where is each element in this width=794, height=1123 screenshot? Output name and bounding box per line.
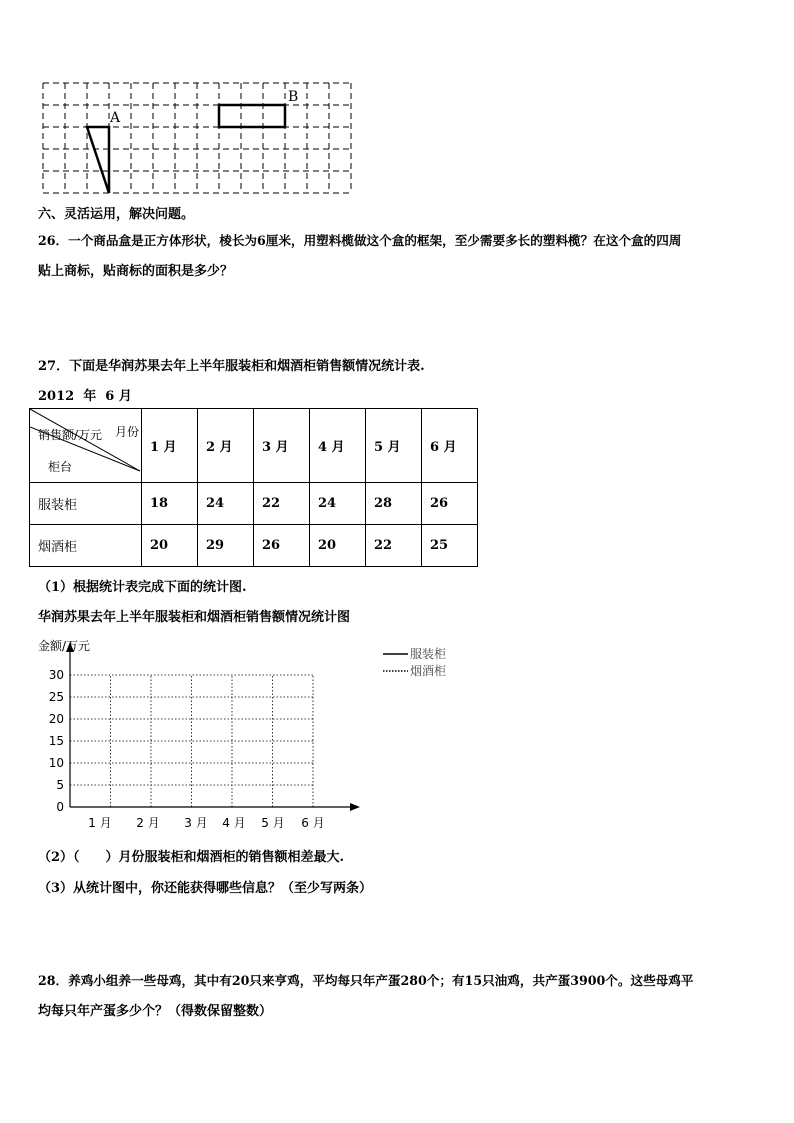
- month-header: 3 月: [254, 409, 310, 483]
- table-header-diagonal: [30, 409, 142, 483]
- month-header: 4 月: [310, 409, 366, 483]
- header-counter: 柜台: [48, 460, 73, 474]
- section-heading: 六、灵活运用，解决问题。: [38, 207, 195, 222]
- legend-label: 烟酒柜: [410, 664, 447, 678]
- question-28-line1: 28．养鸡小组养一些母鸡，其中有20只来亨鸡，平均每只年产蛋280个；有15只油鸡，共产蛋3900个。这些母鸡平: [38, 973, 694, 988]
- question-27-intro: 27．下面是华润苏果去年上半年服装柜和烟酒柜销售额情况统计表.: [38, 359, 425, 374]
- x-tick-label: 3 月: [184, 816, 208, 830]
- table-cell: 24: [198, 483, 254, 525]
- y-tick-label: 25: [48, 690, 64, 704]
- x-tick-label: 1 月: [88, 816, 112, 830]
- x-tick-label: 4 月: [222, 816, 246, 830]
- y-axis-label: 金额/万元: [38, 639, 91, 653]
- question-26-line1: 26．一个商品盒是正方体形状，棱长为6厘米，用塑料榄做这个盒的框架，至少需要多长的塑料榄？在这个盒的四周: [38, 233, 682, 248]
- month-header: 2 月: [198, 409, 254, 483]
- y-tick-label: 15: [48, 734, 64, 748]
- rectangle-b: [219, 105, 285, 127]
- question-27-part1: （1）根据统计表完成下面的统计图.: [38, 580, 247, 595]
- question-28-line2: 均每只年产蛋多少个？（得数保留整数）: [38, 1004, 273, 1019]
- question-27-part3: （3）从统计图中，你还能获得哪些信息？（至少写两条）: [38, 881, 373, 896]
- label-b: B: [288, 89, 299, 105]
- label-a: A: [110, 110, 121, 126]
- x-tick-label: 6 月: [301, 816, 325, 830]
- table-date: 2012 年 6 月: [38, 389, 132, 404]
- x-tick-label: 2 月: [136, 816, 160, 830]
- table-cell: 20: [142, 525, 198, 567]
- stats-table: [29, 408, 478, 567]
- question-26-line2: 贴上商标，贴商标的面积是多少？: [38, 264, 234, 279]
- table-cell: 29: [198, 525, 254, 567]
- month-header: 6 月: [422, 409, 478, 483]
- row-name: 烟酒柜: [30, 525, 142, 567]
- grid-figure: [40, 80, 360, 198]
- question-27-part2: （2）（ ）月份服装柜和烟酒柜的销售额相差最大.: [38, 850, 345, 865]
- y-tick-label: 10: [48, 756, 64, 770]
- chart-title: 华润苏果去年上半年服装柜和烟酒柜销售额情况统计图: [38, 610, 351, 625]
- header-month: 月份: [115, 425, 140, 439]
- table-row: [30, 525, 478, 567]
- x-tick-label: 5 月: [261, 816, 285, 830]
- triangle-a: [87, 127, 109, 193]
- table-cell: 24: [310, 483, 366, 525]
- month-header: 1 月: [142, 409, 198, 483]
- table-cell: 18: [142, 483, 198, 525]
- table-cell: 28: [366, 483, 422, 525]
- table-cell: 22: [366, 525, 422, 567]
- row-name: 服装柜: [30, 483, 142, 525]
- month-header: 5 月: [366, 409, 422, 483]
- y-tick-label: 30: [48, 668, 64, 682]
- table-cell: 26: [254, 525, 310, 567]
- table-cell: 22: [254, 483, 310, 525]
- y-tick-label: 5: [56, 778, 64, 792]
- header-sales: 销售额/万元: [38, 428, 103, 442]
- table-cell: 20: [310, 525, 366, 567]
- table-row: [30, 483, 478, 525]
- table-cell: 25: [422, 525, 478, 567]
- table-cell: 26: [422, 483, 478, 525]
- legend-label: 服装柜: [410, 647, 447, 661]
- x-axis-arrow: [350, 803, 360, 811]
- y-tick-label: 0: [56, 800, 64, 814]
- line-chart: [30, 632, 470, 837]
- y-tick-label: 20: [48, 712, 64, 726]
